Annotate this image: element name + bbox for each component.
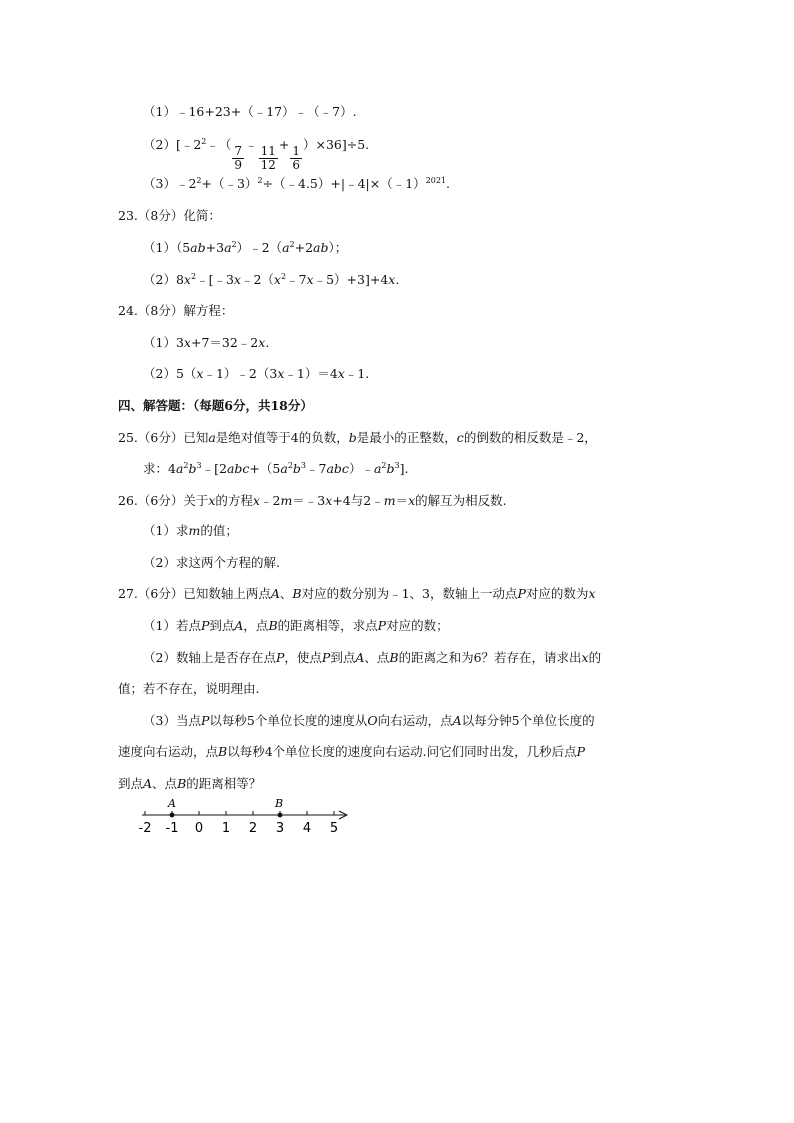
fraction-1-6: $\frac{1}{6}$ <box>292 144 300 172</box>
number-line <box>132 792 372 842</box>
q25-line1: 25.（6分）已知 a 是绝对值等于4的负数， b 是最小的正整数， c 的倒数的相反数是﹣2， <box>118 430 597 445</box>
q23-part2: （2）8 x $^2$ ﹣[﹣3 x ﹣2（ x $^2$ ﹣7 x ﹣5）+3]+4 x . <box>143 272 400 287</box>
q27-part3-line3: 到点 A 、点 B 的距离相等？ <box>118 776 262 791</box>
q24-part2: （2）5（ x ﹣1）﹣2（3 x ﹣1）＝4 x ﹣1. <box>143 366 370 381</box>
q27-line1: 27.（6分）已知数轴上两点 A 、 B 对应的数分别为﹣1、3，数轴上一动点 P 对应的数为 x <box>118 586 596 601</box>
point-a-label: A <box>168 797 176 810</box>
fraction-7-9: $\frac{7}{9}$ <box>234 144 243 172</box>
section-heading: 四、解答题：（每题6分，共18分） <box>118 398 313 413</box>
q27-part3-line1: （3）当点 P 以每秒5个单位长度的速度从 O 向右运动，点 A 以每分钟5个单位长度的 <box>143 713 595 728</box>
q22-part1: （1）﹣16+23+（﹣17）﹣（﹣7）. <box>143 104 357 119</box>
tick-label: -2 <box>138 821 152 836</box>
tick-label: 0 <box>194 821 204 836</box>
tick-label: 4 <box>302 821 312 836</box>
q22-part2: （2）[﹣2 $^2$ ﹣（ $\frac{7}{9}$ ﹣ $\frac{11}{12}$ + $\frac{1}{6}$ ）×36]÷5. <box>143 137 370 172</box>
tick-label: 1 <box>221 821 231 836</box>
q23-header: 23.（8分）化简： <box>118 208 221 223</box>
q26-part1: （1）求 m 的值； <box>143 523 238 538</box>
q27-part2-line1: （2）数轴上是否存在点 P ，使点 P 到点 A 、点 B 的距离之和为6？若存在，请求出 x 的 <box>143 650 602 665</box>
q24-header: 24.（8分）解方程： <box>118 303 234 318</box>
q24-part1: （1）3 x +7＝32﹣2 x . <box>143 335 270 350</box>
tick-label: 3 <box>275 821 285 836</box>
q22-part3: （3）﹣2 $^2$ +（﹣3） $^2$ ÷（﹣4.5）+|﹣4|×（﹣1） $^{2021}$ . <box>143 176 451 191</box>
q23-part1: （1）（5 ab +3 a $^2$ ）﹣2（ a $^2$ +2 ab ）； <box>143 240 348 255</box>
q26-line1: 26.（6分）关于 x 的方程 x ﹣2 m ＝﹣3 x +4与2﹣ m ＝ x 的解互为相反数. <box>118 493 507 508</box>
tick-label: 2 <box>248 821 258 836</box>
point-b-label: B <box>274 797 284 810</box>
q27-part3-line2: 速度向右运动，点 B 以每秒4个单位长度的速度向右运动.问它们同时出发，几秒后点 P <box>118 744 586 759</box>
tick-label: -1 <box>165 821 179 836</box>
q27-part2-line2: 值；若不存在，说明理由. <box>118 681 260 696</box>
point-b <box>278 813 283 818</box>
q26-part2: （2）求这两个方程的解. <box>143 555 280 570</box>
fraction-11-12: $\frac{11}{12}$ <box>260 144 276 172</box>
q25-line2: 求：4 a $^2$ b $^3$ ﹣[2 abc +（5 a $^2$ b $^3$ ﹣7 abc ）﹣ a $^2$ b $^3$ ]. <box>143 461 409 476</box>
tick-label: 5 <box>329 821 339 836</box>
q27-part1: （1）若点 P 到点 A ，点 B 的距离相等，求点 P 对应的数； <box>143 618 449 633</box>
point-a <box>170 813 175 818</box>
